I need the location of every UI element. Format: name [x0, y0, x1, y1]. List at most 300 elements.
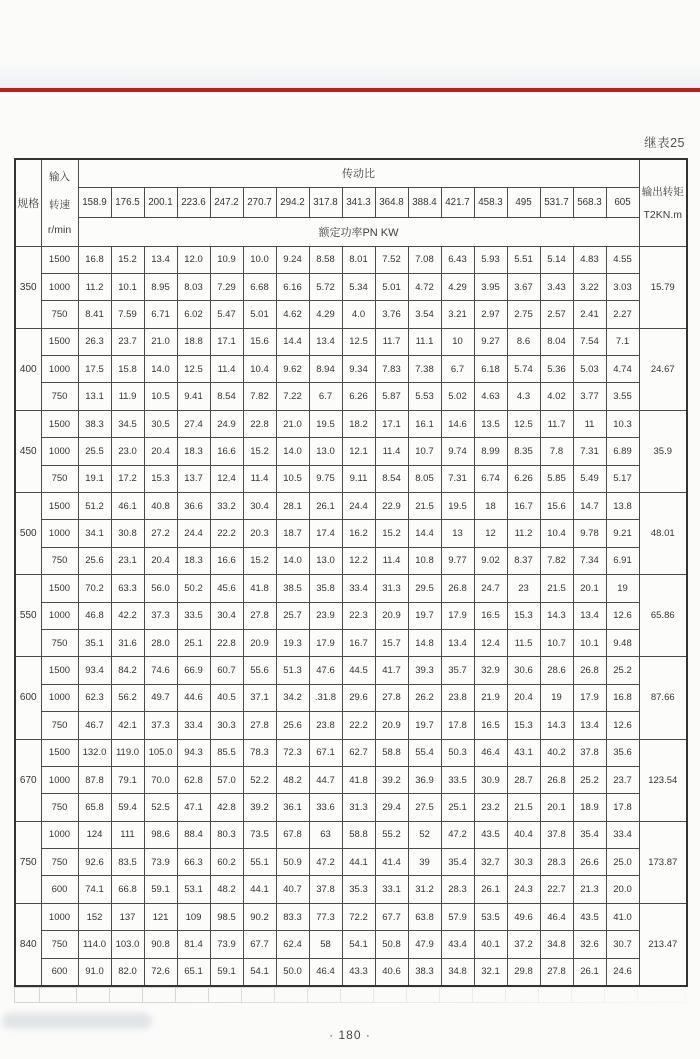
speed-cell: 1500: [41, 246, 78, 273]
speed-cell: 600: [41, 958, 78, 985]
power-cell: 34.5: [111, 410, 144, 437]
power-cell: 42.8: [210, 794, 243, 821]
power-cell: 42.1: [111, 712, 144, 739]
power-cell: 4.29: [441, 273, 474, 300]
power-cell: 30.3: [210, 712, 243, 739]
power-cell: 16.7: [342, 629, 375, 656]
power-cell: 13.4: [441, 629, 474, 656]
power-cell: 17.8: [441, 712, 474, 739]
table-row: [15, 794, 687, 821]
power-cell: 26.8: [441, 575, 474, 602]
power-cell: 4.3: [507, 383, 540, 410]
power-cell: 20.1: [540, 794, 573, 821]
power-cell: 27.2: [144, 520, 177, 547]
power-cell: 5.93: [474, 246, 507, 273]
torque-cell: 123.54: [639, 739, 687, 821]
table-row: [15, 876, 687, 903]
power-cell: 8.37: [507, 547, 540, 574]
power-cell: 22.7: [540, 876, 573, 903]
spec-cell: 400: [15, 328, 41, 410]
scan-artifact: [2, 1013, 152, 1029]
power-cell: 30.7: [606, 931, 639, 958]
torque-cell: 65.86: [639, 575, 687, 657]
power-cell: 7.31: [441, 465, 474, 492]
cutoff-cell: [143, 987, 176, 1003]
power-cell: 44.5: [342, 657, 375, 684]
power-cell: 32.7: [474, 849, 507, 876]
power-cell: 26.3: [78, 328, 111, 355]
power-cell: 3.03: [606, 273, 639, 300]
power-cell: 124: [78, 821, 111, 848]
power-cell: 7.29: [210, 273, 243, 300]
ratio-values-header-row: [15, 187, 687, 217]
power-cell: 31.2: [408, 876, 441, 903]
power-cell: 41.8: [342, 766, 375, 793]
power-cell: 28.0: [144, 629, 177, 656]
power-cell: 52: [408, 821, 441, 848]
power-cell: 8.99: [474, 438, 507, 465]
table-row: [15, 273, 687, 300]
power-cell: 5.17: [606, 465, 639, 492]
power-cell: 41.0: [606, 903, 639, 930]
power-cell: 13.4: [144, 246, 177, 273]
power-cell: 20.9: [243, 629, 276, 656]
power-cell: 98.6: [144, 821, 177, 848]
power-cell: 33.4: [606, 821, 639, 848]
power-cell: 17.9: [309, 629, 342, 656]
power-cell: 80.3: [210, 821, 243, 848]
power-cell: 29.8: [507, 958, 540, 985]
speed-cell: 1000: [41, 766, 78, 793]
speed-cell: 1500: [41, 575, 78, 602]
power-cell: 72.2: [342, 903, 375, 930]
power-cell: 23.7: [606, 766, 639, 793]
power-cell: 3.55: [606, 383, 639, 410]
power-cell: 5.53: [408, 383, 441, 410]
power-cell: 28.3: [441, 876, 474, 903]
power-cell: 8.6: [507, 328, 540, 355]
spec-cell: 600: [15, 657, 41, 739]
power-cell: 47.6: [309, 657, 342, 684]
power-cell: 5.36: [540, 356, 573, 383]
power-cell: 18.3: [177, 438, 210, 465]
power-cell: 50.2: [177, 575, 210, 602]
power-cell: 37.1: [243, 684, 276, 711]
power-cell: 4.02: [540, 383, 573, 410]
cutoff-cell: [209, 987, 242, 1003]
power-cell: 10.0: [243, 246, 276, 273]
torque-cell: 24.67: [639, 328, 687, 410]
power-cell: 34.8: [540, 931, 573, 958]
input-speed-line3: r/min: [47, 224, 72, 237]
power-cell: 72.3: [276, 739, 309, 766]
ratio-header-cell: 317.8: [309, 187, 342, 217]
power-cell: 8.94: [309, 356, 342, 383]
power-cell: 121: [144, 903, 177, 930]
power-cell: 27.5: [408, 794, 441, 821]
cutoff-cell: [605, 987, 638, 1003]
power-cell: 46.4: [540, 903, 573, 930]
power-cell: 6.7: [309, 383, 342, 410]
power-cell: 39: [408, 849, 441, 876]
cutoff-cell: [242, 987, 275, 1003]
power-cell: .31.8: [309, 684, 342, 711]
power-cell: 20.0: [606, 876, 639, 903]
ratio-header-cell: 294.2: [276, 187, 309, 217]
cutoff-cell: [176, 987, 209, 1003]
power-cell: 10.3: [606, 410, 639, 437]
power-cell: 50.9: [276, 849, 309, 876]
power-cell: 62.3: [78, 684, 111, 711]
power-cell: 11.5: [507, 629, 540, 656]
ratio-header-cell: 341.3: [342, 187, 375, 217]
power-cell: 7.82: [243, 383, 276, 410]
power-cell: 3.67: [507, 273, 540, 300]
power-cell: 25.2: [573, 766, 606, 793]
power-cell: 40.5: [210, 684, 243, 711]
power-cell: 13.0: [309, 547, 342, 574]
power-cell: 119.0: [111, 739, 144, 766]
ratio-header-cell: 247.2: [210, 187, 243, 217]
power-cell: 49.7: [144, 684, 177, 711]
power-cell: 22.9: [375, 493, 408, 520]
power-cell: 3.21: [441, 301, 474, 328]
power-cell: 35.4: [441, 849, 474, 876]
power-cell: 14.0: [276, 438, 309, 465]
power-cell: 11.4: [210, 356, 243, 383]
power-cell: 12.4: [210, 465, 243, 492]
power-cell: 44.6: [177, 684, 210, 711]
power-cell: 7.54: [573, 328, 606, 355]
power-cell: 29.6: [342, 684, 375, 711]
speed-cell: 1500: [41, 328, 78, 355]
power-cell: 40.8: [144, 493, 177, 520]
torque-cell: 173.87: [639, 821, 687, 903]
power-cell: 31.3: [342, 794, 375, 821]
power-cell: 28.7: [507, 766, 540, 793]
table-row: [15, 958, 687, 985]
power-cell: 39.3: [408, 657, 441, 684]
power-cell: 19: [606, 575, 639, 602]
power-cell: 9.24: [276, 246, 309, 273]
power-cell: 35.6: [606, 739, 639, 766]
power-cell: 90.2: [243, 903, 276, 930]
cutoff-cell: [572, 987, 605, 1003]
power-cell: 7.83: [375, 356, 408, 383]
ratio-header-cell: 605: [606, 187, 639, 217]
power-cell: 46.4: [309, 958, 342, 985]
speed-cell: 750: [41, 465, 78, 492]
power-cell: 24.9: [210, 410, 243, 437]
torque-header-line1: 输出转矩: [641, 186, 684, 199]
power-cell: 15.3: [507, 712, 540, 739]
power-cell: 36.9: [408, 766, 441, 793]
cutoff-cell: [539, 987, 572, 1003]
power-cell: 51.3: [276, 657, 309, 684]
power-cell: 6.16: [276, 273, 309, 300]
power-cell: 15.6: [243, 328, 276, 355]
power-cell: 35.8: [309, 575, 342, 602]
power-cell: 5.72: [309, 273, 342, 300]
ratio-header-cell: 388.4: [408, 187, 441, 217]
power-cell: 21.0: [144, 328, 177, 355]
power-cell: 25.6: [78, 547, 111, 574]
power-cell: 53.5: [474, 903, 507, 930]
power-cell: 23.8: [441, 684, 474, 711]
power-cell: 152: [78, 903, 111, 930]
power-cell: 4.29: [309, 301, 342, 328]
power-cell: 9.27: [474, 328, 507, 355]
table-row: [15, 575, 687, 602]
power-cell: 15.3: [507, 602, 540, 629]
power-cell: 37.3: [144, 712, 177, 739]
power-cell: 9.62: [276, 356, 309, 383]
power-cell: 13.1: [78, 383, 111, 410]
power-cell: 14.7: [573, 493, 606, 520]
ratio-header-cell: 495: [507, 187, 540, 217]
cutoff-cell: [275, 987, 308, 1003]
power-cell: 6.7: [441, 356, 474, 383]
speed-cell: 750: [41, 301, 78, 328]
power-cell: 10.1: [573, 629, 606, 656]
power-cell: 10.1: [111, 273, 144, 300]
power-cell: 6.89: [606, 438, 639, 465]
power-cell: 7.34: [573, 547, 606, 574]
power-cell: 8.95: [144, 273, 177, 300]
power-cell: 5.34: [342, 273, 375, 300]
power-cell: 21.5: [408, 493, 441, 520]
table-row: [15, 520, 687, 547]
power-cell: 83.5: [111, 849, 144, 876]
power-cell: 3.22: [573, 273, 606, 300]
power-cell: 55.2: [375, 821, 408, 848]
cutoff-cell: [473, 987, 506, 1003]
torque-cell: 48.01: [639, 493, 687, 575]
power-cell: 35.3: [342, 876, 375, 903]
power-cell: 6.26: [507, 465, 540, 492]
power-cell: 33.5: [441, 766, 474, 793]
power-cell: 62.8: [177, 766, 210, 793]
power-cell: 9.74: [441, 438, 474, 465]
power-cell: 12.1: [342, 438, 375, 465]
power-cell: 62.7: [342, 739, 375, 766]
power-cell: 44.1: [243, 876, 276, 903]
torque-cell: 35.9: [639, 410, 687, 492]
power-cell: 12.4: [474, 629, 507, 656]
power-cell: 27.8: [243, 712, 276, 739]
power-cell: 15.3: [144, 465, 177, 492]
power-cell: 66.3: [177, 849, 210, 876]
table-row: [15, 903, 687, 930]
power-cell: 66.9: [177, 657, 210, 684]
power-cell: 55.6: [243, 657, 276, 684]
power-cell: 14.3: [540, 602, 573, 629]
power-cell: 19.5: [309, 410, 342, 437]
power-cell: 94.3: [177, 739, 210, 766]
power-cell: 33.2: [210, 493, 243, 520]
power-cell: 40.1: [474, 931, 507, 958]
power-cell: 25.6: [276, 712, 309, 739]
cutoff-cell: [308, 987, 341, 1003]
power-cell: 17.2: [111, 465, 144, 492]
power-cell: 3.95: [474, 273, 507, 300]
cutoff-cell: [407, 987, 440, 1003]
power-cell: 41.8: [243, 575, 276, 602]
power-cell: 7.38: [408, 356, 441, 383]
power-cell: 20.9: [375, 602, 408, 629]
speed-cell: 1500: [41, 493, 78, 520]
speed-cell: 1000: [41, 821, 78, 848]
power-cell: 35.4: [573, 821, 606, 848]
power-cell: 82.0: [111, 958, 144, 985]
power-cell: 3.43: [540, 273, 573, 300]
power-cell: 50.3: [441, 739, 474, 766]
power-cell: 41.7: [375, 657, 408, 684]
power-cell: 36.1: [276, 794, 309, 821]
power-cell: 9.78: [573, 520, 606, 547]
table-row: [15, 629, 687, 656]
cutoff-cell: [40, 987, 77, 1003]
power-cell: 6.71: [144, 301, 177, 328]
power-cell: 15.2: [375, 520, 408, 547]
page-number: · 180 ·: [329, 1028, 371, 1042]
cutoff-next-table-row: [14, 987, 686, 1003]
speed-cell: 750: [41, 931, 78, 958]
power-cell: 56.2: [111, 684, 144, 711]
power-cell: 17.9: [573, 684, 606, 711]
power-cell: 38.3: [408, 958, 441, 985]
power-cell: 13.4: [573, 602, 606, 629]
power-cell: 73.5: [243, 821, 276, 848]
power-cell: 37.2: [507, 931, 540, 958]
table-row: [15, 602, 687, 629]
ratio-header-cell: 270.7: [243, 187, 276, 217]
power-cell: 30.6: [507, 657, 540, 684]
table-header: [15, 159, 687, 246]
power-cell: 8.05: [408, 465, 441, 492]
spec-column-header: 规格: [15, 159, 41, 246]
power-cell: 23.2: [474, 794, 507, 821]
power-cell: 15.7: [375, 629, 408, 656]
power-cell: 12.5: [177, 356, 210, 383]
power-cell: 10.7: [540, 629, 573, 656]
power-cell: 15.6: [540, 493, 573, 520]
power-cell: 47.2: [441, 821, 474, 848]
power-cell: 103.0: [111, 931, 144, 958]
power-cell: 12.0: [177, 246, 210, 273]
power-cell: 27.8: [243, 602, 276, 629]
table-row: [15, 821, 687, 848]
power-cell: 54.1: [342, 931, 375, 958]
cutoff-cell: [638, 987, 686, 1003]
speed-cell: 750: [41, 383, 78, 410]
table-row: [15, 739, 687, 766]
power-cell: 26.1: [309, 493, 342, 520]
speed-cell: 1000: [41, 684, 78, 711]
power-cell: 5.01: [243, 301, 276, 328]
power-cell: 14.3: [540, 712, 573, 739]
power-cell: 16.6: [210, 438, 243, 465]
power-cell: 13.0: [309, 438, 342, 465]
power-cell: 47.2: [309, 849, 342, 876]
power-cell: 137: [111, 903, 144, 930]
power-cell: 4.0: [342, 301, 375, 328]
power-cell: 20.4: [507, 684, 540, 711]
spec-cell: 550: [15, 575, 41, 657]
spec-cell: 750: [15, 821, 41, 903]
power-cell: 5.01: [375, 273, 408, 300]
power-cell: 19.1: [78, 465, 111, 492]
power-cell: 34.1: [78, 520, 111, 547]
power-cell: 9.48: [606, 629, 639, 656]
power-cell: 11.4: [375, 438, 408, 465]
power-cell: 19.7: [408, 712, 441, 739]
power-cell: 81.4: [177, 931, 210, 958]
power-cell: 10.4: [243, 356, 276, 383]
ratio-header-cell: 531.7: [540, 187, 573, 217]
table-row: [15, 712, 687, 739]
spec-cell: 500: [15, 493, 41, 575]
power-cell: 13.7: [177, 465, 210, 492]
power-cell: 59.4: [111, 794, 144, 821]
power-cell: 25.2: [606, 657, 639, 684]
power-cell: 2.27: [606, 301, 639, 328]
power-cell: 15.2: [111, 246, 144, 273]
power-cell: 16.7: [507, 493, 540, 520]
power-cell: 91.0: [78, 958, 111, 985]
power-cell: 6.43: [441, 246, 474, 273]
power-cell: 17.4: [309, 520, 342, 547]
power-cell: 58.8: [375, 739, 408, 766]
table-body: [15, 246, 687, 986]
power-cell: 5.74: [507, 356, 540, 383]
table-row: [15, 684, 687, 711]
spec-table-wrapper: [14, 158, 688, 987]
power-cell: 37.8: [573, 739, 606, 766]
power-cell: 26.1: [573, 958, 606, 985]
power-cell: 10.5: [144, 383, 177, 410]
power-cell: 56.0: [144, 575, 177, 602]
speed-cell: 1000: [41, 520, 78, 547]
power-cell: 16.5: [474, 712, 507, 739]
power-cell: 43.5: [573, 903, 606, 930]
power-cell: 28.1: [276, 493, 309, 520]
power-cell: 9.75: [309, 465, 342, 492]
power-cell: 26.2: [408, 684, 441, 711]
power-cell: 8.54: [210, 383, 243, 410]
speed-cell: 750: [41, 849, 78, 876]
power-cell: 11.2: [507, 520, 540, 547]
table-row: [15, 246, 687, 273]
power-cell: 63: [309, 821, 342, 848]
ratio-header-cell: 364.8: [375, 187, 408, 217]
power-cell: 12.2: [342, 547, 375, 574]
power-cell: 19.7: [408, 602, 441, 629]
power-cell: 23.0: [111, 438, 144, 465]
power-cell: 21.5: [540, 575, 573, 602]
power-cell: 132.0: [78, 739, 111, 766]
power-cell: 63.8: [408, 903, 441, 930]
power-cell: 11.9: [111, 383, 144, 410]
power-cell: 7.82: [540, 547, 573, 574]
power-cell: 36.6: [177, 493, 210, 520]
power-cell: 59.1: [144, 876, 177, 903]
power-cell: 4.62: [276, 301, 309, 328]
power-cell: 46.4: [474, 739, 507, 766]
power-cell: 43.5: [474, 821, 507, 848]
power-cell: 5.87: [375, 383, 408, 410]
power-cell: 13.8: [606, 493, 639, 520]
